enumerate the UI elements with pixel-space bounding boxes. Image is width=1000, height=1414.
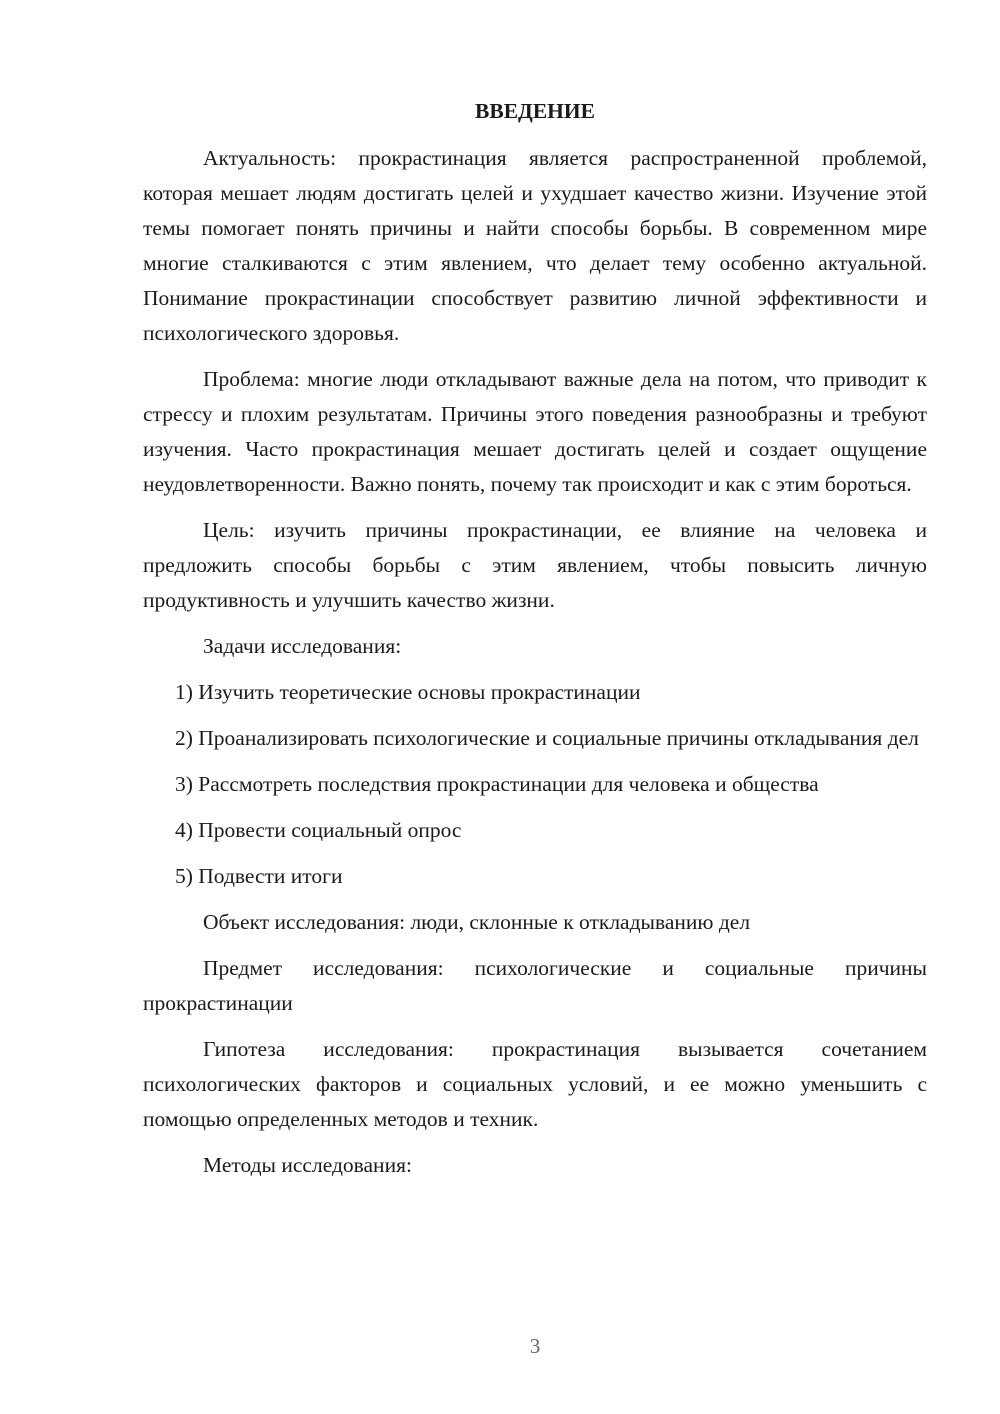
paragraph-relevance: Актуальность: прокрастинация является распространенной проблемой, которая мешает людям достигать целей и ухудшает качество жизни. Изучение этой темы помогает понять причины и найти способы борьбы. В современном мире многие сталкиваются с этим явлением, что делает тему особенно актуальной. Понимание прокрастинации способствует развитию личной эффективности и психологического здоровья. (143, 146, 927, 345)
task-item-4: 4) Провести социальный опрос (175, 818, 462, 842)
task-item-1: 1) Изучить теоретические основы прокрастинации (175, 680, 641, 704)
paragraph-hypothesis: Гипотеза исследования: прокрастинация вызывается сочетанием психологических факторов и социальных условий, и ее можно уменьшить с помощью определенных методов и техник. (143, 1037, 927, 1131)
task-item-3: 3) Рассмотреть последствия прокрастинации для человека и общества (175, 772, 819, 796)
document-page (143, 94, 927, 1194)
paragraph-object: Объект исследования: люди, склонные к откладыванию дел (203, 910, 751, 934)
page-number: 3 (529, 1334, 541, 1358)
methods-heading: Методы исследования: (203, 1153, 412, 1177)
paragraph-goal: Цель: изучить причины прокрастинации, ее влияние на человека и предложить способы борьбы с этим явлением, чтобы повысить личную продуктивность и улучшить качество жизни. (143, 518, 927, 612)
task-item-2: 2) Проанализировать психологические и социальные причины откладывания дел (175, 726, 919, 750)
section-title: ВВЕДЕНИЕ (475, 99, 595, 123)
tasks-heading: Задачи исследования: (203, 634, 402, 658)
paragraph-problem: Проблема: многие люди откладывают важные дела на потом, что приводит к стрессу и плохим результатам. Причины этого поведения разнообразны и требуют изучения. Часто прокрастинация мешает достигать целей и создает ощущение неудовлетворенности. Важно понять, почему так происходит и как с этим бороться. (143, 367, 927, 496)
paragraph-subject: Предмет исследования: психологические и социальные причины прокрастинации (143, 956, 927, 1015)
task-item-5: 5) Подвести итоги (175, 864, 343, 888)
